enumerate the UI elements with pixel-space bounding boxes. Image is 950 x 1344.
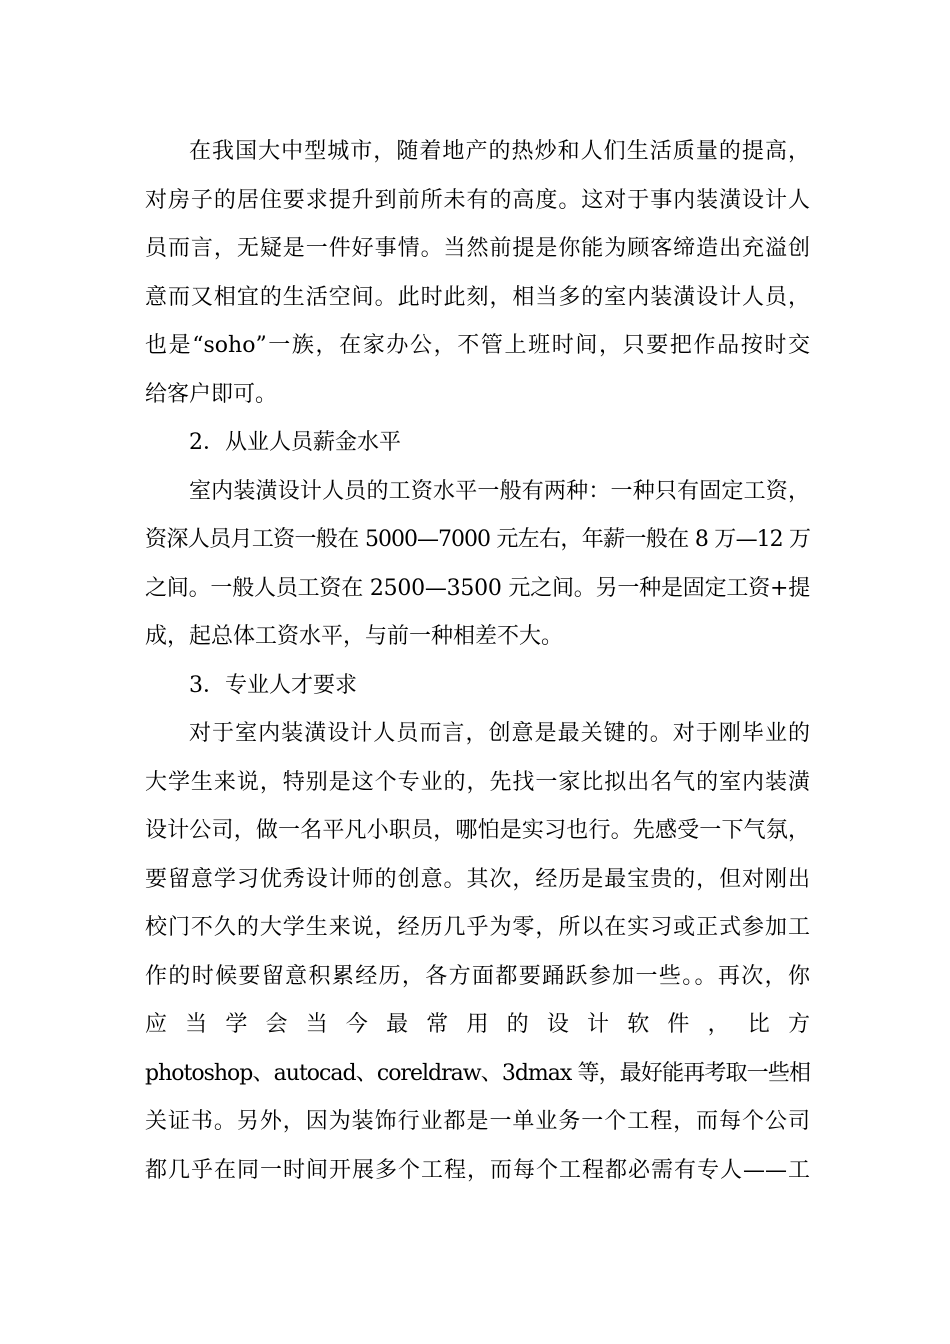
text-line: 设计公司，做一名平凡小职员，哪怕是实习也行。先感受一下气氛， [145,818,810,843]
text-line: photoshop、autocad、coreldraw、3dmax 等，最好能再考取一些相 [145,1060,810,1086]
text-line: 成，起总体工资水平，与前一种相差不大。 [145,624,564,649]
text-line: 之间。一般人员工资在 2500—3500 元之间。另一种是固定工资+提 [145,575,810,601]
text-line: 资深人员月工资一般在 5000—7000 元左右，年薪一般在 8 万—12 万 [145,527,810,552]
text-line: 意而又相宜的生活空间。此时此刻，相当多的室内装潢设计人员， [145,284,810,310]
text-line: 大学生来说，特别是这个专业的，先找一家比拟出名气的室内装潢 [145,769,810,795]
text-line: 在我国大中型城市，随着地产的热炒和人们生活质量的提高， [189,139,810,164]
text-line: 都几乎在同一时间开展多个工程，而每个工程都必需有专人——工 [145,1157,810,1183]
section-heading: 2．从业人员薪金水平 [189,430,401,455]
text-line: 给客户即可。 [145,381,278,407]
text-line: 对于室内装潢设计人员而言，创意是最关键的。对于刚毕业的 [189,721,810,746]
text-line: 室内装潢设计人员的工资水平一般有两种：一种只有固定工资， [189,478,810,504]
text-line: 校门不久的大学生来说，经历几乎为零，所以在实习或正式参加工 [145,915,810,940]
text-line: 作的时候要留意积累经历，各方面都要踊跃参加一些。。再次，你 [145,963,810,989]
text-line: 应当学会当今最常用的设计软件，比方 [145,1012,810,1037]
text-line: 员而言，无疑是一件好事情。当然前提是你能为顾客缔造出充溢创 [145,236,810,261]
text-line: 关证书。另外，因为装饰行业都是一单业务一个工程，而每个公司 [145,1109,810,1134]
body-text [145,128,810,1195]
text-line: 要留意学习优秀设计师的创意。其次，经历是最宝贵的，但对刚出 [145,866,810,892]
text-line: 也是“soho”一族，在家办公，不管上班时间，只要把作品按时交 [145,333,810,358]
text-line: 对房子的居住要求提升到前所未有的高度。这对于事内装潢设计人 [145,187,810,213]
section-heading: 3．专业人才要求 [189,672,357,698]
